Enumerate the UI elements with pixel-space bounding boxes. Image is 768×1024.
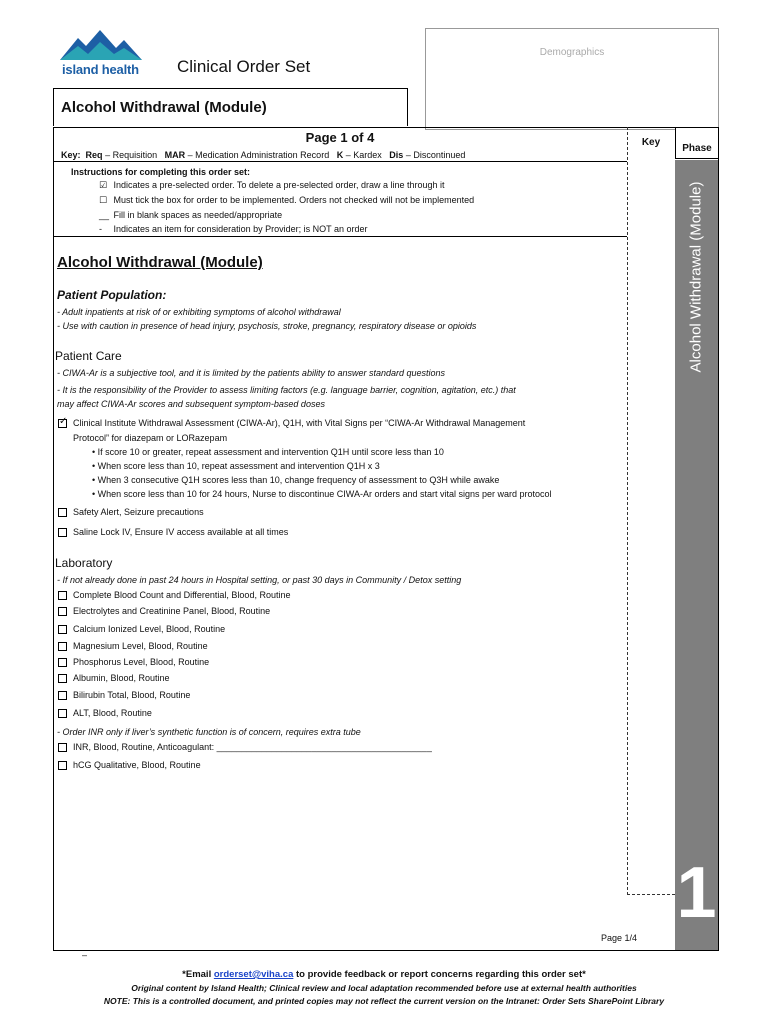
page-number: Page 1/4 [601,933,638,943]
instruction-text: Must tick the box for order to be implemented. Orders not checked will not be implemented [113,195,475,205]
patient-population-heading: Patient Population: [57,288,167,302]
order-ciwa-assessment[interactable] [58,418,525,428]
checkbox-checked[interactable] [58,419,67,428]
footer-email-prefix: *Email [182,969,212,980]
key-column [627,127,675,895]
order-label: Complete Blood Count and Differential, Blood, Routine [73,590,291,600]
order-label: INR, Blood, Routine, Anticoagulant: ___________________________________________ [73,742,432,752]
order-lab[interactable] [58,606,270,616]
order-lab[interactable] [58,624,225,634]
order-label: Albumin, Blood, Routine [73,673,170,683]
order-hcg[interactable] [58,760,201,770]
ciwa-bullet: • When 3 consecutive Q1H scores less than 10, change frequency of assessment to Q3H while awake [92,475,500,485]
footer-email-suffix: to provide feedback or report concerns regarding this order set* [296,969,586,980]
instruction-item [99,224,367,234]
checkbox[interactable] [58,743,67,752]
patient-care-note: may affect CIWA-Ar scores and subsequent symptom-based doses [57,399,325,409]
checkbox[interactable] [58,674,67,683]
key-req-text: – Requisition [105,150,158,160]
footer-disclaimer: Original content by Island Health; Clinical review and local adaptation recommended before use at external health authorities [131,983,637,993]
key-dis: Dis [389,150,404,160]
checkbox[interactable] [58,508,67,517]
key-req: Req [85,150,103,160]
patient-care-note: - CIWA-Ar is a subjective tool, and it is limited by the patients ability to answer standard questions [57,368,446,378]
ciwa-bullet: • When score less than 10 for 24 hours, Nurse to discontinue CIWA-Ar orders and start vital signs per ward protocol [92,489,552,499]
empty-box-icon: ☐ [99,195,108,205]
instruction-item [99,210,282,220]
checkbox[interactable] [58,709,67,718]
instructions-title: Instructions for completing this order set: [71,167,251,177]
population-note: - Adult inpatients at risk of or exhibiting symptoms of alcohol withdrawal [57,307,341,317]
key-k: K [336,150,344,160]
phase-number: 1 [676,853,717,933]
phase-column-header [675,128,718,159]
order-inr[interactable] [58,742,432,752]
section-title: Alcohol Withdrawal (Module) [57,254,263,271]
checkbox[interactable] [58,528,67,537]
footer-note: NOTE: This is a controlled document, and printed copies may not reflect the current version on the Intranet: Order Sets SharePoint Library [103,996,665,1006]
logo-text: island health [62,62,139,77]
footer-feedback-line [0,969,768,980]
order-lab[interactable] [58,690,190,700]
order-label: Magnesium Level, Blood, Routine [73,641,208,651]
order-saline-lock[interactable] [58,527,288,537]
demographics-label: Demographics [539,47,605,58]
phase-column [675,160,718,950]
checkbox[interactable] [58,591,67,600]
population-note: - Use with caution in presence of head injury, psychosis, stroke, pregnancy, respiratory disease or opioids [57,321,477,331]
inr-note: - Order INR only if liver’s synthetic function is of concern, requires extra tube [57,727,361,737]
key-k-text: – Kardex [345,150,382,160]
instruction-text: Fill in blank spaces as needed/appropriate [113,210,283,220]
ciwa-bullet: • If score 10 or greater, repeat assessment and intervention Q1H until score less than 10 [92,447,444,457]
order-label-continued: Protocol” for diazepam or LORazepam [73,433,228,443]
demographics-box [425,28,719,130]
order-lab[interactable] [58,641,208,651]
instruction-text: Indicates an item for consideration by Provider; is NOT an order [113,224,368,234]
ciwa-bullet: • When score less than 10, repeat assessment and intervention Q1H x 3 [92,461,380,471]
order-lab[interactable] [58,590,290,600]
order-label: Safety Alert, Seizure precautions [73,507,204,517]
order-lab[interactable] [58,673,170,683]
order-label: Bilirubin Total, Blood, Routine [73,690,191,700]
key-column-header: Key [641,137,661,148]
order-lab[interactable] [58,657,209,667]
order-label: Phosphorus Level, Blood, Routine [73,657,210,667]
document-title: Clinical Order Set [177,57,311,76]
order-label: Saline Lock IV, Ensure IV access available at all times [73,527,289,537]
order-label: ALT, Blood, Routine [73,708,152,718]
page-of-header: Page 1 of 4 [305,130,375,145]
checkbox[interactable] [58,761,67,770]
phase-label: Phase [682,143,712,154]
checked-box-icon: ☑ [99,180,108,190]
instruction-text: Indicates a pre-selected order. To delete a pre-selected order, draw a line through it [113,180,445,190]
patient-care-note: - It is the responsibility of the Provider to assess limiting factors (e.g. language barrier, cognition, agitation, etc.) that [57,385,516,395]
order-set-frame [53,127,719,951]
order-label: Electrolytes and Creatinine Panel, Blood, Routine [73,606,271,616]
order-lab[interactable] [58,708,152,718]
order-safety-alert[interactable] [58,507,204,517]
dash-mark: – [82,950,88,960]
instruction-item [99,195,474,206]
key-mar-text: – Medication Administration Record [187,150,330,160]
key-legend [61,150,465,160]
order-label: Clinical Institute Withdrawal Assessment (CIWA-Ar), Q1H, with Vital Signs per “CIWA-Ar Withdrawal Management [73,418,526,428]
laboratory-heading: Laboratory [55,556,113,570]
key-dis-text: – Discontinued [405,150,466,160]
key-mar: MAR [164,150,186,160]
laboratory-note: - If not already done in past 24 hours in Hospital setting, or past 30 days in Community / Detox setting [57,575,462,585]
checkbox[interactable] [58,658,67,667]
checkbox[interactable] [58,691,67,700]
checkbox[interactable] [58,625,67,634]
order-label: hCG Qualitative, Blood, Routine [73,760,201,770]
checkbox[interactable] [58,642,67,651]
blank-line-icon: __ [99,210,110,220]
phase-vertical-title: Alcohol Withdrawal (Module) [687,181,705,373]
order-label: Calcium Ionized Level, Blood, Routine [73,624,226,634]
patient-care-heading: Patient Care [55,349,122,363]
email-link[interactable]: orderset@viha.ca [213,969,294,980]
module-title-box [53,88,408,126]
dash-icon: - [99,224,102,234]
module-title: Alcohol Withdrawal (Module) [61,99,267,116]
checkbox[interactable] [58,607,67,616]
key-prefix: Key: [61,150,81,160]
instruction-item [99,180,445,191]
